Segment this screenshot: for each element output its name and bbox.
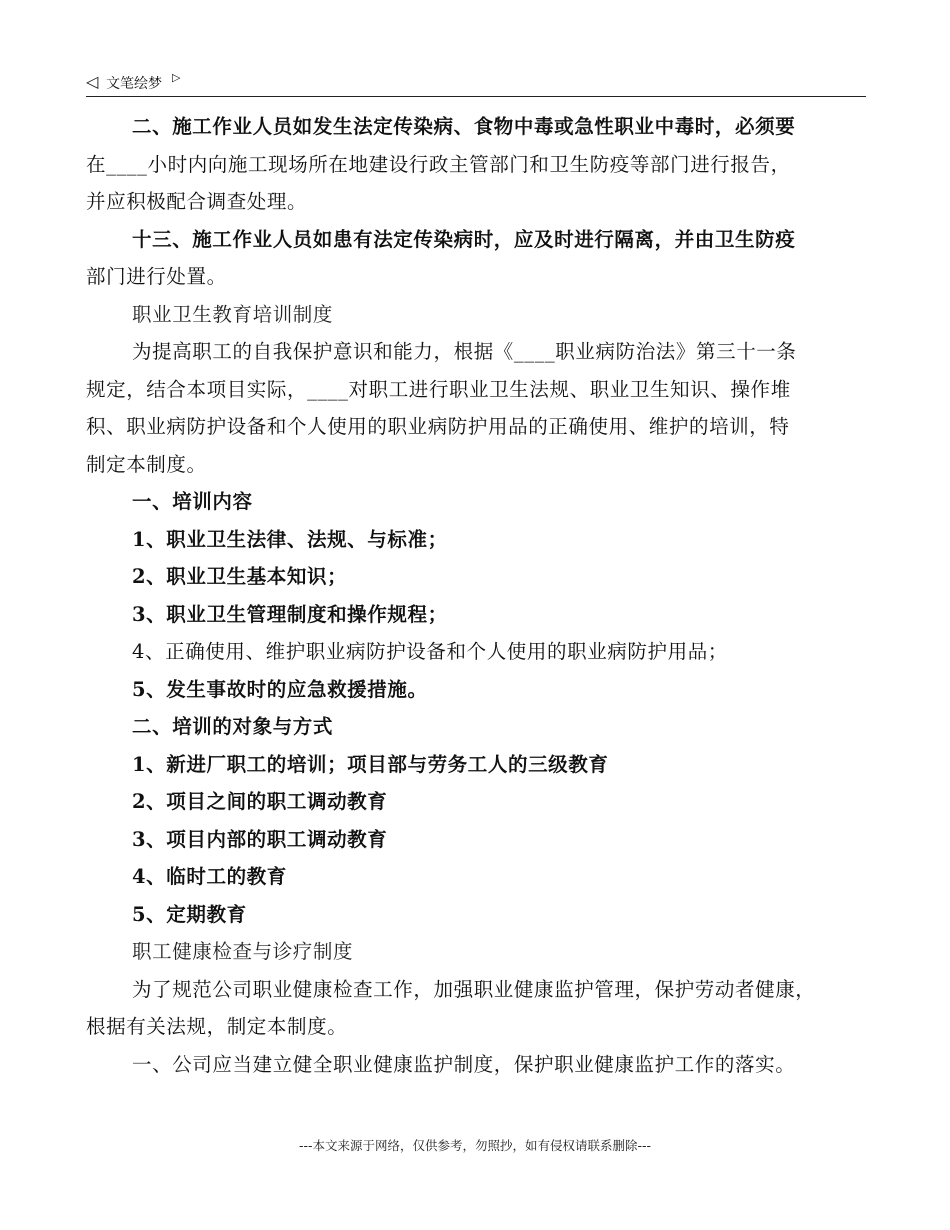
- paragraph-line: 为了规范公司职业健康检查工作，加强职业健康监护管理，保护劳动者健康，: [132, 977, 816, 1001]
- paragraph-line: 积、职业病防护设备和个人使用的职业病防护用品的正确使用、维护的培训，特: [86, 415, 790, 438]
- list-item: 3、职业卫生管理制度和操作规程；: [132, 602, 448, 626]
- section-heading: 职业卫生教育培训制度: [132, 302, 334, 326]
- paragraph-line: 并应积极配合调查处理。: [86, 190, 308, 213]
- list-item: 4、正确使用、维护职业病防护设备和个人使用的职业病防护用品；: [132, 640, 728, 663]
- document-body: [86, 108, 866, 1083]
- paragraph-line: 十三、施工作业人员如患有法定传染病时，应及时进行隔离，并由卫生防疫: [132, 227, 796, 251]
- paragraph-line: 根据有关法规，制定本制度。: [86, 1015, 348, 1038]
- paragraph-line: 在____小时内向施工现场所在地建设行政主管部门和卫生防疫等部门进行报告，: [86, 152, 791, 176]
- paragraph-line: 二、施工作业人员如发生法定传染病、食物中毒或急性职业中毒时，必须要: [132, 115, 796, 138]
- right-arrow-icon: ▷: [172, 71, 181, 84]
- list-item: 5、定期教育: [132, 902, 247, 926]
- page-footer: ---本文来源于网络，仅供参考，勿照抄，如有侵权请联系删除---: [298, 1138, 652, 1153]
- header-title: 文笔绘梦: [106, 76, 162, 92]
- list-item: 2、项目之间的职工调动教育: [132, 790, 388, 813]
- list-item: 2、职业卫生基本知识；: [132, 565, 348, 588]
- list-item: 5、发生事故时的应急救援措施。: [132, 677, 428, 701]
- paragraph-line: 一、公司应当建立健全职业健康监护制度，保护职业健康监护工作的落实。: [132, 1052, 796, 1076]
- paragraph-line: 部门进行处置。: [86, 265, 227, 288]
- list-item: 1、新进厂职工的培训；项目部与劳务工人的三级教育: [132, 752, 609, 776]
- list-item: 3、项目内部的职工调动教育: [132, 827, 388, 851]
- section-heading: 职工健康检查与诊疗制度: [132, 940, 354, 963]
- subsection-heading: 二、培训的对象与方式: [132, 715, 334, 738]
- list-item: 4、临时工的教育: [132, 865, 287, 888]
- paragraph-line: 规定，结合本项目实际，____对职工进行职业卫生法规、职业卫生知识、操作堆: [86, 377, 791, 401]
- left-arrow-icon: ◁: [86, 72, 99, 91]
- paragraph-line: 为提高职工的自我保护意识和能力，根据《____职业病防治法》第三十一条: [132, 340, 797, 363]
- subsection-heading: 一、培训内容: [132, 490, 253, 513]
- paragraph-line: 制定本制度。: [86, 452, 207, 476]
- list-item: 1、职业卫生法律、法规、与标准；: [132, 527, 448, 551]
- page-header: [86, 70, 866, 97]
